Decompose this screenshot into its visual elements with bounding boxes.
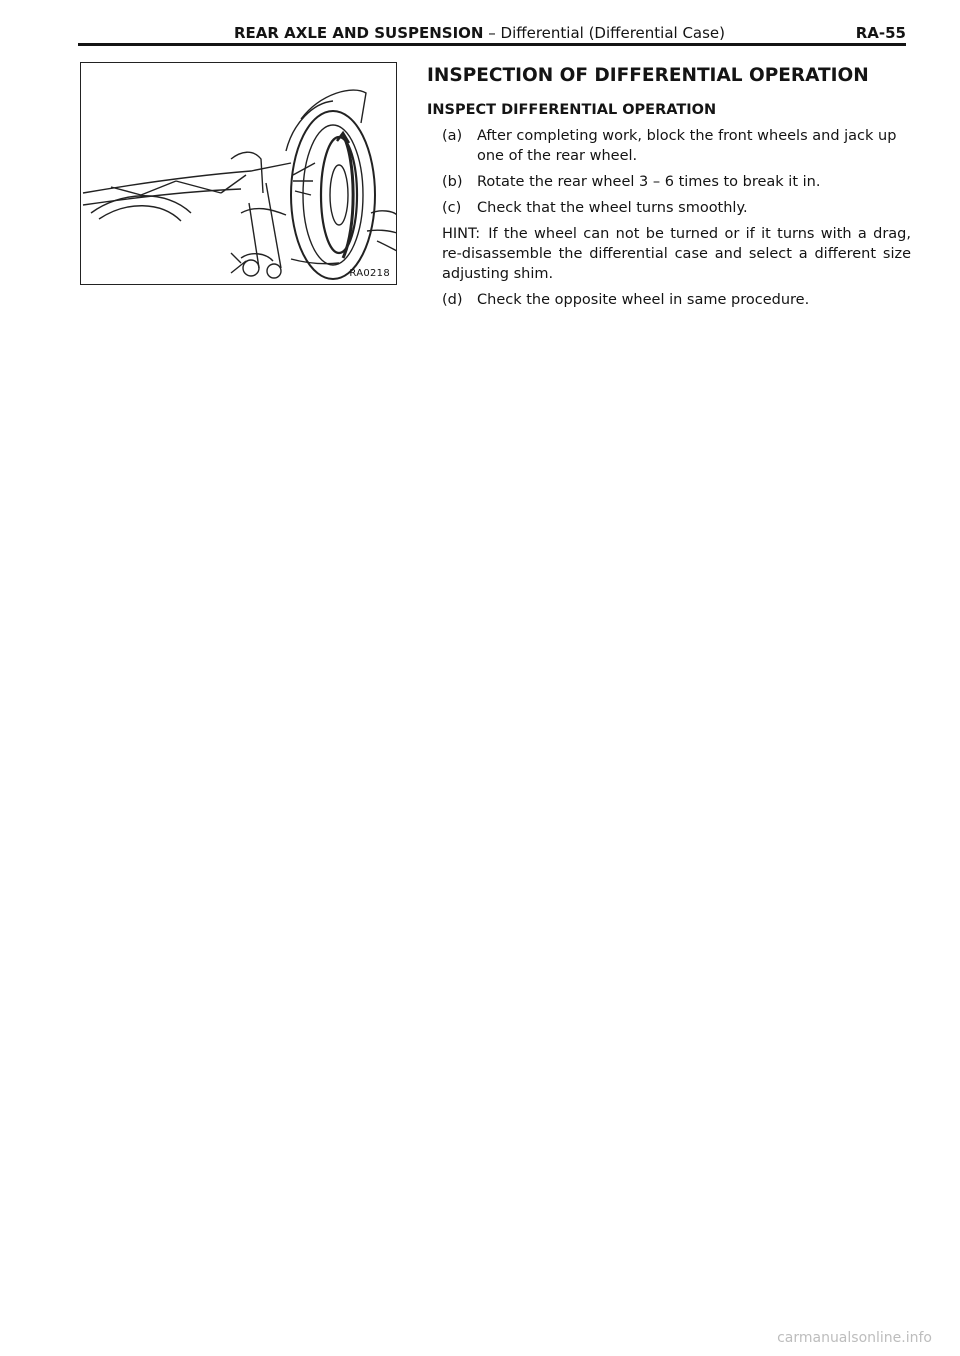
step-label: (d) bbox=[442, 292, 463, 308]
step-c bbox=[427, 198, 911, 218]
watermark: carmanualsonline.info bbox=[777, 1330, 932, 1346]
step-label: (b) bbox=[442, 174, 463, 190]
step-label: (c) bbox=[442, 200, 462, 216]
step-text: Rotate the rear wheel 3 – 6 times to break it in. bbox=[477, 174, 821, 190]
step-d bbox=[427, 290, 911, 310]
subsection-title: INSPECT DIFFERENTIAL OPERATION bbox=[427, 102, 717, 118]
step-b bbox=[427, 172, 911, 192]
step-text: Check the opposite wheel in same procedure. bbox=[477, 292, 810, 308]
hint-label: HINT: bbox=[442, 226, 481, 242]
step-label: (a) bbox=[442, 128, 463, 144]
rear-wheel-drawing bbox=[81, 63, 397, 285]
step-a bbox=[427, 126, 911, 166]
page-header bbox=[78, 22, 906, 44]
procedure-content bbox=[427, 64, 911, 316]
section-title: INSPECTION OF DIFFERENTIAL OPERATION bbox=[427, 65, 869, 86]
header-chapter: REAR AXLE AND SUSPENSION bbox=[234, 24, 484, 42]
header-title bbox=[234, 22, 725, 44]
figure-code: RA0218 bbox=[349, 268, 390, 279]
step-text: Check that the wheel turns smoothly. bbox=[477, 200, 748, 216]
hint-text: If the wheel can not be turned or if it turns with a drag, re-disassemble the differential case and select a different size adjusting shim. bbox=[442, 226, 911, 282]
header-rule bbox=[78, 43, 906, 46]
step-text: After completing work, block the front wheels and jack up one of the rear wheel. bbox=[477, 128, 897, 164]
header-section: – Differential (Differential Case) bbox=[483, 24, 726, 42]
page-number: RA-55 bbox=[855, 24, 906, 42]
illustration-rear-wheel bbox=[80, 62, 397, 285]
hint-note bbox=[427, 224, 911, 284]
